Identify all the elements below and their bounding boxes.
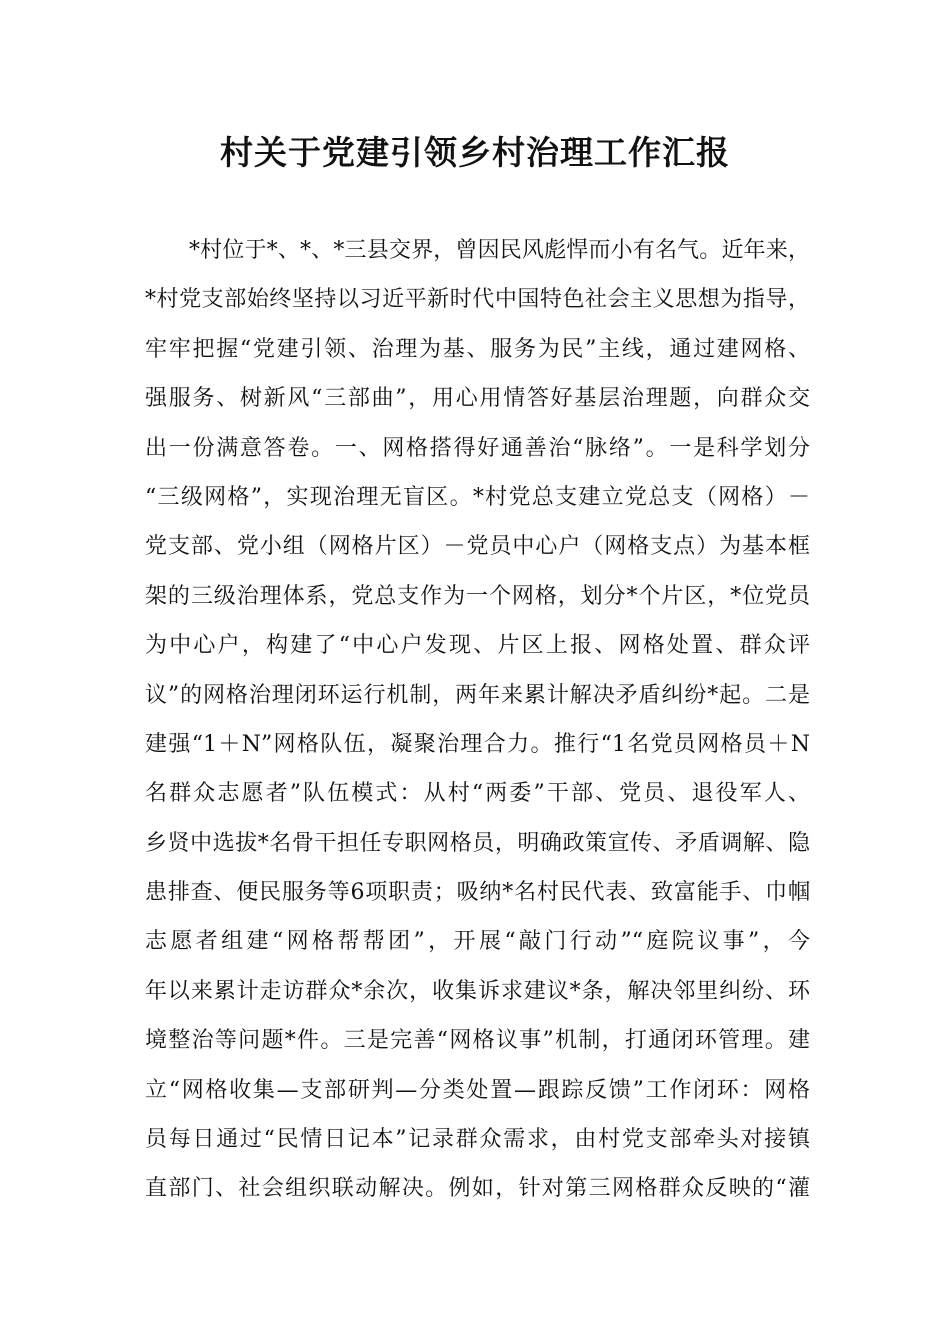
body-paragraph (145, 226, 810, 1214)
page-title: 村关于党建引领乡村治理工作汇报 (220, 133, 730, 172)
text-line: 立“网格收集—支部研判—分类处置—跟踪反馈”工作闭环：网格 (145, 1077, 810, 1103)
text-line: 名群众志愿者”队伍模式：从村“两委”干部、党员、退役军人、 (145, 781, 810, 807)
text-line: 党支部、党小组（网格片区）－党员中心户（网格支点）为基本框 (145, 534, 810, 560)
text-line: “三级网格”，实现治理无盲区。*村党总支建立党总支（网格）－ (145, 484, 810, 510)
text-line: 议”的网格治理闭环运行机制，两年来累计解决矛盾纠纷*起。二是 (145, 682, 810, 708)
text-line: 员每日通过“民情日记本”记录群众需求，由村党支部牵头对接镇 (145, 1127, 810, 1153)
text-line: 建强“1＋N”网格队伍，凝聚治理合力。推行“1名党员网格员＋N (145, 731, 810, 757)
text-line: 境整治等问题*件。三是完善“网格议事”机制，打通闭环管理。建 (145, 1028, 810, 1054)
text-line: 患排查、便民服务等6项职责；吸纳*名村民代表、致富能手、巾帼 (145, 880, 810, 906)
text-line: 直部门、社会组织联动解决。例如，针对第三网格群众反映的“灌 (145, 1176, 810, 1202)
text-line: *村党支部始终坚持以习近平新时代中国特色社会主义思想为指导， (145, 287, 810, 313)
text-line: 乡贤中选拔*名骨干担任专职网格员，明确政策宣传、矛盾调解、隐 (145, 830, 810, 856)
text-line: 年以来累计走访群众*余次，收集诉求建议*条，解决邻里纠纷、环 (145, 978, 810, 1004)
text-line: 志愿者组建“网格帮帮团”，开展“敲门行动”“庭院议事”，今 (145, 929, 810, 955)
text-line: *村位于*、*、*三县交界，曾因民风彪悍而小有名气。近年来， (189, 238, 810, 263)
text-line: 强服务、树新风“三部曲”，用心用情答好基层治理题，向群众交 (145, 386, 810, 412)
text-line: 为中心户，构建了“中心户发现、片区上报、网格处置、群众评 (145, 633, 810, 659)
text-line: 出一份满意答卷。一、网格搭得好通善治“脉络”。一是科学划分 (145, 435, 810, 461)
text-line: 牢牢把握“党建引领、治理为基、服务为民”主线，通过建网格、 (145, 336, 810, 362)
text-line: 架的三级治理体系，党总支作为一个网格，划分*个片区，*位党员 (145, 583, 810, 609)
